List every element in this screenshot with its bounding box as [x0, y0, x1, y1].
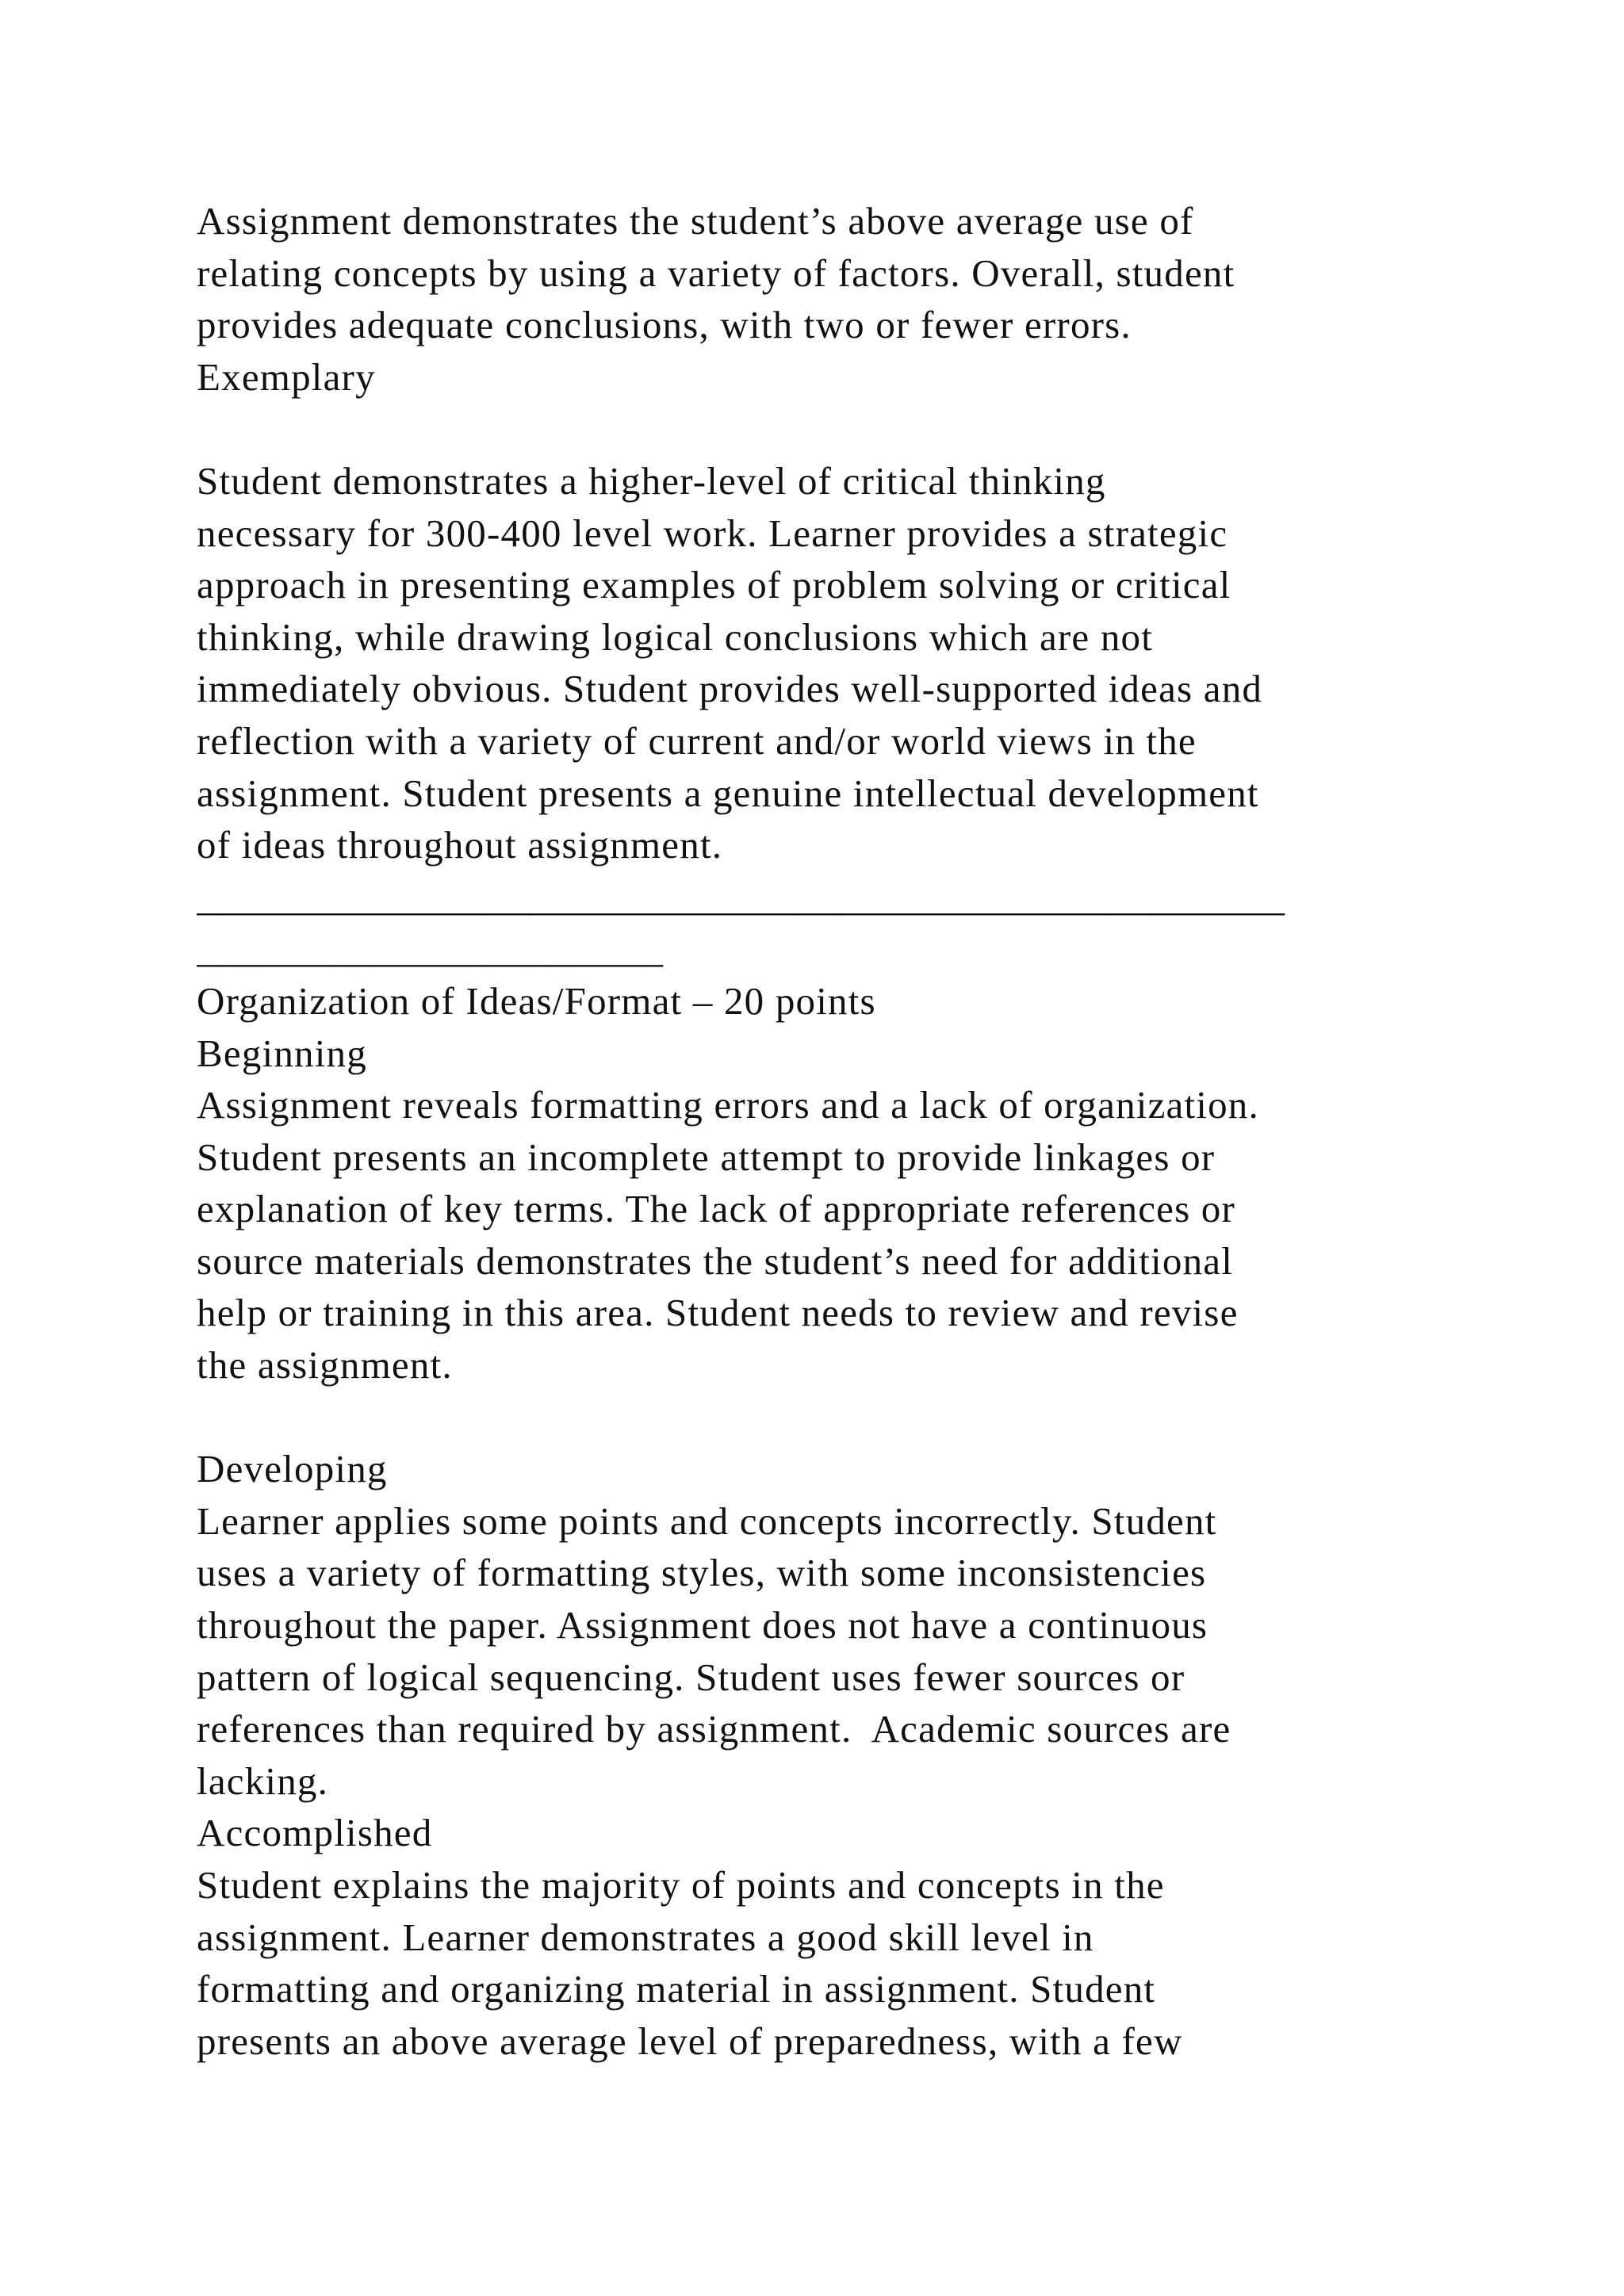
text-line: presents an above average level of preparedness, with a few	[197, 2019, 1183, 2063]
text-line: uses a variety of formatting styles, with some inconsistencies	[197, 1551, 1207, 1595]
text-line: relating concepts by using a variety of factors. Overall, student	[197, 251, 1235, 295]
text-line: of ideas throughout assignment.	[197, 823, 723, 867]
text-line: Learner applies some points and concepts incorrectly. Student	[197, 1498, 1217, 1543]
text-line: lacking.	[197, 1758, 329, 1803]
rubric-level-heading: Developing	[197, 1447, 388, 1491]
text-line: Student demonstrates a higher-level of critical thinking	[197, 458, 1106, 503]
text-line: provides adequate conclusions, with two or fewer errors.	[197, 303, 1132, 347]
text-line: assignment. Learner demonstrates a good skill level in	[197, 1915, 1094, 1959]
text-line: formatting and organizing material in assignment. Student	[197, 1967, 1156, 2011]
text-line: assignment. Student presents a genuine intellectual development	[197, 771, 1259, 815]
separator-rule: ________________________________________________________	[197, 874, 1285, 919]
blank-line	[197, 1391, 1497, 1444]
text-line: source materials demonstrates the student’s need for additional	[197, 1238, 1234, 1283]
rubric-level-heading: Accomplished	[197, 1811, 433, 1855]
text-line: approach in presenting examples of problem solving or critical	[197, 563, 1231, 607]
text-line: the assignment.	[197, 1343, 453, 1387]
document-body	[197, 195, 1497, 2067]
text-line: Student presents an incomplete attempt to provide linkages or	[197, 1135, 1216, 1179]
text-line: immediately obvious. Student provides well-supported ideas and	[197, 667, 1263, 711]
rubric-level-heading: Beginning	[197, 1031, 367, 1075]
blank-line	[197, 403, 1497, 455]
rubric-level-heading: Exemplary	[197, 354, 376, 399]
text-line: reflection with a variety of current and/or world views in the	[197, 718, 1197, 763]
text-line: Assignment reveals formatting errors and a lack of organization.	[197, 1083, 1259, 1127]
separator-rule: ________________________	[197, 927, 663, 971]
text-line: necessary for 300-400 level work. Learner provides a strategic	[197, 511, 1228, 555]
text-line: pattern of logical sequencing. Student uses fewer sources or	[197, 1655, 1185, 1699]
section-heading: Organization of Ideas/Format – 20 points	[197, 978, 876, 1023]
text-line: explanation of key terms. The lack of appropriate references or	[197, 1187, 1236, 1231]
text-line: Student explains the majority of points and concepts in the	[197, 1863, 1165, 1907]
text-line: thinking, while drawing logical conclusions which are not	[197, 614, 1154, 659]
text-line: help or training in this area. Student needs to review and revise	[197, 1291, 1239, 1335]
text-line: references than required by assignment. Academic sources are	[197, 1707, 1231, 1751]
text-line: Assignment demonstrates the student’s above average use of	[197, 199, 1194, 243]
text-line: throughout the paper. Assignment does not have a continuous	[197, 1603, 1208, 1647]
